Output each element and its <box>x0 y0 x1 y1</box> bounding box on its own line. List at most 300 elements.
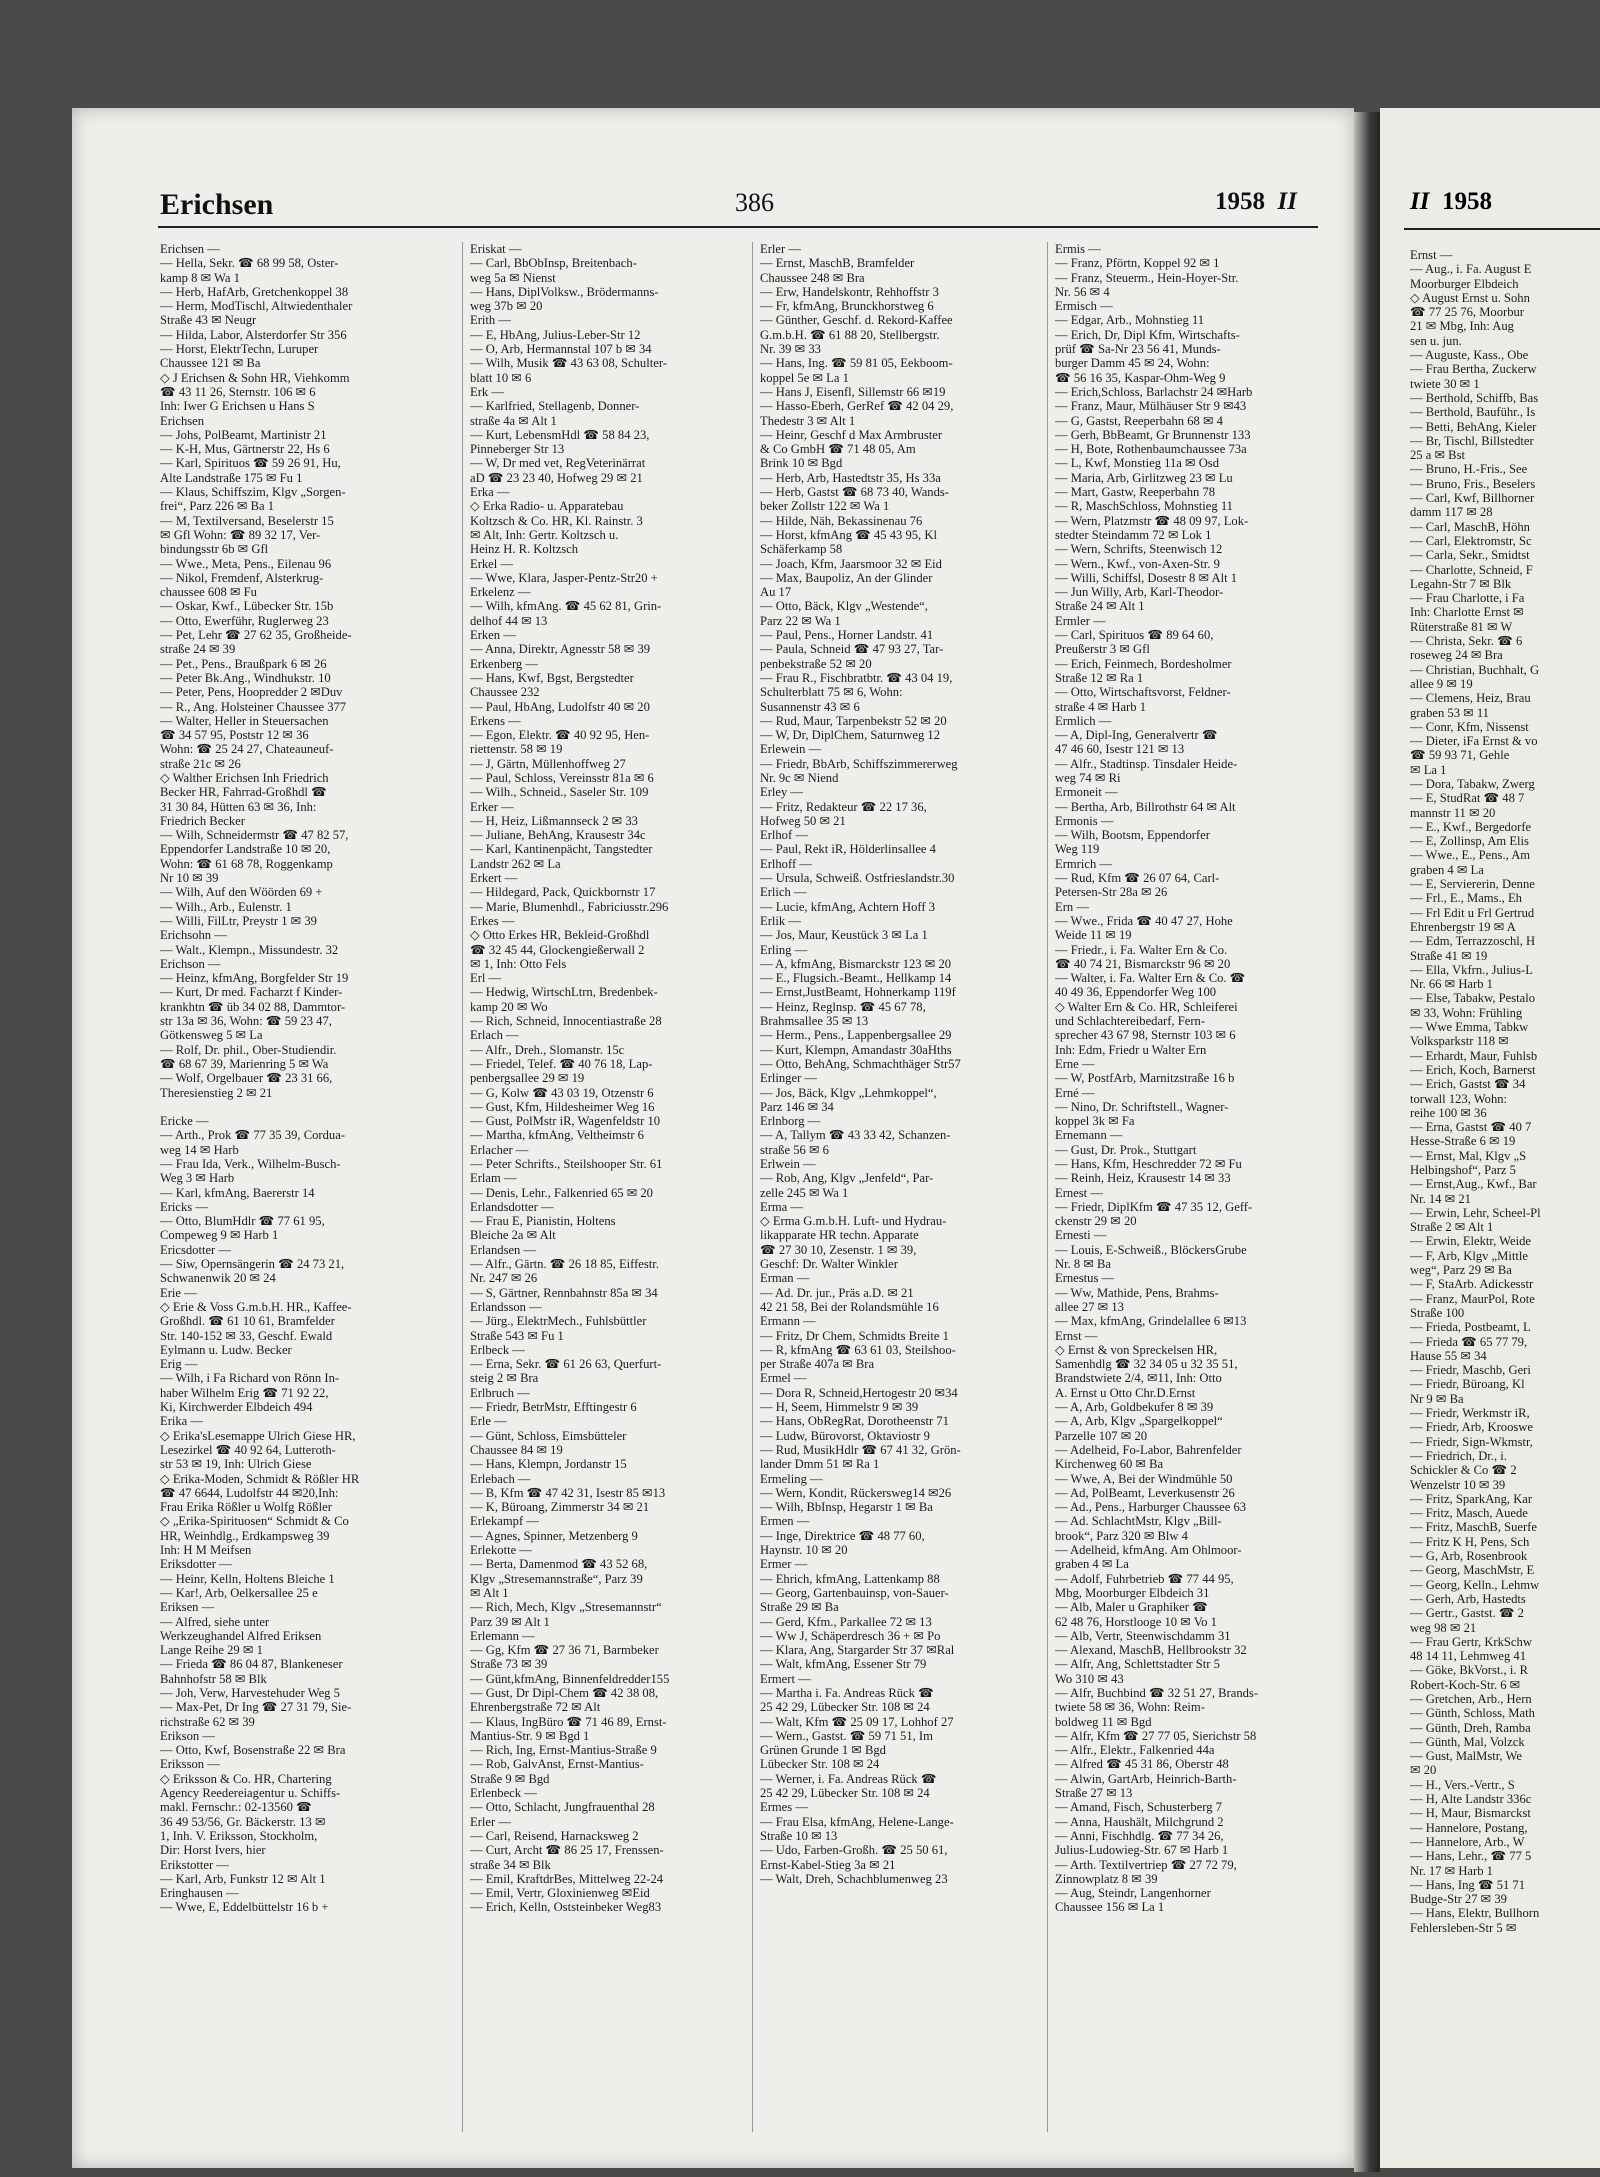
directory-entry-line: Erikson — <box>160 1728 215 1743</box>
directory-entry-line: — O, Arb, Hermannstal 107 b ✉ 34 <box>470 342 652 357</box>
directory-entry-line: — Hildegard, Pack, Quickbornstr 17 <box>470 885 656 900</box>
directory-entry-line: Schäferkamp 58 <box>760 542 843 557</box>
directory-entry-line: — Hasso-Eberh, GerRef ☎ 42 04 29, <box>760 399 954 414</box>
directory-entry-line: Legahn-Str 7 ✉ Blk <box>1410 576 1512 591</box>
directory-entry-line: ✉ Alt 1 <box>470 1585 509 1600</box>
directory-entry-line: — Aug., i. Fa. August E <box>1410 262 1532 277</box>
directory-entry-line: — Friedr, DiplKfm ☎ 47 35 12, Geff- <box>1055 1199 1253 1214</box>
directory-entry-line: — Ludw, Bürovorst, Oktaviostr 9 <box>760 1428 930 1443</box>
directory-entry-line: — Berthold, Schiffb, Bas <box>1410 390 1539 405</box>
directory-entry-line: Erlich — <box>760 885 807 900</box>
directory-entry-line: — Erw, Handelskontr, Rehhoffstr 3 <box>760 284 939 299</box>
directory-entry-line: straße 21c ✉ 26 <box>160 756 241 771</box>
directory-entry-line: — Gust, Dr. Prok., Stuttgart <box>1055 1142 1197 1157</box>
directory-entry-line: 31 30 84, Hütten 63 ✉ 36, Inh: <box>160 799 317 814</box>
directory-entry-line: — Gerh, Arb, Hastedts <box>1410 1591 1526 1606</box>
directory-entry-line: — Wilh, Bootsm, Eppendorfer <box>1055 828 1210 843</box>
directory-entry-line: Thedestr 3 ✉ Alt 1 <box>760 413 856 428</box>
directory-entry-line: — Ww, Mathide, Pens, Brahms- <box>1055 1285 1219 1300</box>
directory-entry-line: — Egon, Elektr. ☎ 40 92 95, Hen- <box>470 728 650 743</box>
directory-entry-line: — Georg, MaschMstr, E <box>1410 1563 1535 1578</box>
directory-entry-line: 25 42 29, Lübecker Str. 108 ✉ 24 <box>760 1786 930 1801</box>
directory-entry-line: — W, Dr, DiplChem, Saturnweg 12 <box>760 728 940 743</box>
directory-entry-line: makl. Fernschr.: 02-13560 ☎ <box>160 1800 312 1815</box>
directory-entry-line: Str. 140-152 ✉ 33, Geschf. Ewald <box>160 1328 333 1343</box>
directory-entry-line: Parz 22 ✉ Wa 1 <box>760 613 841 628</box>
directory-entry-line: Erka — <box>470 485 510 500</box>
directory-entry-line: Wohn: ☎ 61 68 78, Roggenkamp <box>160 856 333 871</box>
directory-entry-line: — Louis, E-Schweiß., BlöckersGrube <box>1055 1242 1247 1257</box>
directory-entry-line: — Frau Elsa, kfmAng, Helene-Lange- <box>760 1814 954 1829</box>
directory-entry-line: — Herm, ModTischl, Altwiedenthaler <box>160 299 353 314</box>
directory-entry-line: Moorburger Elbdeich <box>1410 276 1519 291</box>
directory-entry-line: — Adelheid, Fo-Labor, Bahrenfelder <box>1055 1442 1242 1457</box>
directory-entry-line: Ermis — <box>1055 242 1101 256</box>
directory-entry-line: Ernst-Kabel-Stieg 3a ✉ 21 <box>760 1857 896 1872</box>
directory-entry-line: straße 4 ✉ Harb 1 <box>1055 699 1146 714</box>
directory-entry-line: — Alfr., Gärtn. ☎ 26 18 85, Eiffestr. <box>470 1257 659 1272</box>
directory-entry-line: — Hans J, Eisenfl, Sillemstr 66 ✉19 <box>760 384 946 399</box>
directory-entry-line: Ehrenbergstr 19 ✉ A <box>1410 919 1516 934</box>
directory-entry-line: und Schlachtereibedarf, Fern- <box>1055 1014 1206 1029</box>
directory-entry-line: — Werner, i. Fa. Andreas Rück ☎ <box>760 1771 937 1786</box>
directory-entry-line: Fehlersleben-Str 5 ✉ <box>1410 1920 1517 1935</box>
directory-entry-line: — Ella, Vkfrn., Julius-L <box>1410 962 1533 977</box>
directory-entry-line: per Straße 407a ✉ Bra <box>760 1357 875 1372</box>
directory-entry-line: — Agnes, Spinner, Metzenberg 9 <box>470 1528 638 1543</box>
directory-entry-line: — Emil, Vertr, Gloxinienweg ✉Eid <box>470 1886 650 1901</box>
directory-entry-line: — S, Gärtner, Rennbahnstr 85a ✉ 34 <box>470 1285 658 1300</box>
directory-entry-line: — Curt, Archt ☎ 86 25 17, Frenssen- <box>470 1843 664 1858</box>
directory-entry-line: Erker — <box>470 799 514 814</box>
directory-entry-line: — Hans, Ing. ☎ 59 81 05, Eekboom- <box>760 356 953 371</box>
directory-entry-line: Nr. 8 ✉ Ba <box>1055 1257 1112 1272</box>
directory-entry-line: — Rud, Kfm ☎ 26 07 64, Carl- <box>1055 871 1220 886</box>
directory-entry-line: Chaussee 232 <box>470 685 540 700</box>
directory-entry-line: — Johs, PolBeamt, Martinistr 21 <box>160 427 327 442</box>
directory-entry-line: Hause 55 ✉ 34 <box>1410 1348 1487 1363</box>
directory-entry-line: ◇ Walter Ern & Co. HR, Schleiferei <box>1055 999 1238 1014</box>
directory-entry-line: — Friedr, Maschb, Geri <box>1410 1363 1531 1378</box>
directory-entry-line: — Anni, Fischhdlg. ☎ 77 34 26, <box>1055 1828 1224 1843</box>
directory-entry-line: — Friedr, BbArb, Schiffszimmererweg <box>760 756 958 771</box>
directory-entry-line: — Georg, Kelln., Lehmw <box>1410 1577 1540 1592</box>
directory-entry-line: — Dora, Tabakw, Zwerg <box>1410 776 1535 791</box>
directory-entry-line: — Erich, Feinmech, Bordesholmer <box>1055 656 1232 671</box>
directory-entry-line: — E, HbAng, Julius-Leber-Str 12 <box>470 327 641 342</box>
directory-entry-line: — M, Textilversand, Beselerstr 15 <box>160 513 334 528</box>
directory-entry-line: — Gerh, BbBeamt, Gr Brunnenstr 133 <box>1055 427 1251 442</box>
directory-entry-line: Frau Erika Rößler u Wolfg Rößler <box>160 1500 332 1515</box>
directory-entry-line: & Co GmbH ☎ 71 48 05, Am <box>760 442 916 457</box>
directory-entry-line: Erlekotte — <box>470 1543 532 1558</box>
directory-entry-line: — Paul, Pens., Horner Landstr. 41 <box>760 628 934 643</box>
directory-entry-line: — Alfr, Kfm ☎ 27 77 05, Sierichstr 58 <box>1055 1728 1257 1743</box>
directory-entry-line: 1, Inh. V. Eriksson, Stockholm, <box>160 1828 318 1843</box>
directory-column-2 <box>470 242 755 2142</box>
right-page-column <box>1410 248 1600 1935</box>
directory-entry-line: — Ernst,Aug., Kwf., Bar <box>1410 1177 1537 1192</box>
directory-entry-line: — Carl, Kwf, Billhorner <box>1410 491 1535 506</box>
directory-entry-line: — Alfred, siehe unter <box>160 1614 270 1629</box>
directory-entry-line: Ericsdotter — <box>160 1242 231 1257</box>
directory-entry-line: Nr 9 ✉ Ba <box>1410 1391 1464 1406</box>
directory-column-1 <box>160 242 445 2142</box>
directory-entry-line: Nr. 56 ✉ 4 <box>1055 284 1110 299</box>
directory-entry-line: Erle — <box>470 1414 507 1429</box>
directory-entry-line: Weg 3 ✉ Harb <box>160 1171 235 1186</box>
directory-entry-line: Erlam — <box>470 1171 517 1186</box>
right-header-rule <box>1404 228 1600 230</box>
directory-entry-line: Compeweg 9 ✉ Harb 1 <box>160 1228 279 1243</box>
directory-entry-line: Erlik — <box>760 913 801 928</box>
directory-entry-line: straße 4a ✉ Alt 1 <box>470 413 557 428</box>
directory-entry-line: sprecher 43 67 98, Sternstr 103 ✉ 6 <box>1055 1028 1236 1043</box>
directory-entry-line: — Otto, BehAng, Schmachthäger Str57 <box>760 1056 961 1071</box>
directory-entry-line: ✉ 1, Inh: Otto Fels <box>470 956 567 971</box>
directory-entry-line: 21 ✉ Mbg, Inh: Aug <box>1410 319 1514 334</box>
directory-entry-line: Erma — <box>760 1199 804 1214</box>
directory-entry-line: — E., Kwf., Bergedorfe <box>1410 819 1532 834</box>
directory-entry-line: — Erich,Schloss, Barlachstr 24 ✉Harb <box>1055 384 1253 399</box>
directory-entry-line: — Fritz, Redakteur ☎ 22 17 36, <box>760 799 927 814</box>
directory-entry-line: Ernestus — <box>1055 1271 1115 1286</box>
directory-entry-line: ◇ Otto Erkes HR, Bekleid-Großhdl <box>470 928 650 943</box>
directory-entry-line: Helbingshof“, Parz 5 <box>1410 1163 1516 1177</box>
directory-entry-line: — G, Gastst, Reeperbahn 68 ✉ 4 <box>1055 413 1223 428</box>
directory-entry-line: — Gust, MalMstr, We <box>1410 1749 1522 1764</box>
directory-entry-line: Erlenbeck — <box>470 1786 537 1801</box>
directory-entry-line: Erkert — <box>470 871 518 886</box>
directory-entry-line: — Carl, MaschB, Höhn <box>1410 519 1530 534</box>
directory-entry-line: Großhdl. ☎ 61 10 61, Bramfelder <box>160 1314 335 1329</box>
directory-entry-line: — Ernst,JustBeamt, Hohnerkamp 119f <box>760 985 956 1000</box>
directory-entry-line: — Berta, Damenmod ☎ 43 52 68, <box>470 1557 648 1572</box>
directory-entry-line: Inh: Charlotte Ernst ✉ <box>1410 605 1524 620</box>
directory-entry-line: — Ursula, Schweiß. Ostfrieslandstr.30 <box>760 871 955 886</box>
directory-entry-line: Erley — <box>760 785 804 800</box>
directory-entry-line: — Max, Baupoliz, An der Glinder <box>760 570 933 585</box>
directory-entry-line: ◇ Erma G.m.b.H. Luft- und Hydrau- <box>760 1214 947 1229</box>
directory-entry-line: — Fritz, Masch, Auede <box>1410 1506 1528 1521</box>
directory-entry-line: Straße 27 ✉ 13 <box>1055 1786 1133 1801</box>
directory-entry-line: graben 4 ✉ La <box>1410 862 1484 877</box>
directory-entry-line: — Christa, Sekr. ☎ 6 <box>1410 634 1523 649</box>
directory-entry-line: weg 98 ✉ 21 <box>1410 1620 1477 1635</box>
directory-entry-line: ☎ 43 11 26, Sternstr. 106 ✉ 6 <box>160 384 316 399</box>
directory-entry-line: — Frau Charlotte, i Fa <box>1410 591 1525 606</box>
directory-entry-line: — Martha, kfmAng, Veltheimstr 6 <box>470 1128 644 1143</box>
directory-entry-line: — Karl, Kantinenpächt, Tangstedter <box>470 842 653 857</box>
directory-entry-line: — Walt, Kfm ☎ 25 09 17, Lohhof 27 <box>760 1714 954 1729</box>
directory-entry-line: koppel 5e ✉ La 1 <box>760 370 849 385</box>
running-head-year <box>1215 188 1297 216</box>
directory-entry-line: — Erna, Sekr. ☎ 61 26 63, Querfurt- <box>470 1357 662 1372</box>
directory-entry-line: — Br, Tischl, Billstedter <box>1410 433 1534 448</box>
directory-entry-line: — Friedr, Werkmstr iR, <box>1410 1406 1530 1421</box>
directory-entry-line: Erlhof — <box>760 828 808 843</box>
directory-entry-line: — Jun Willy, Arb, Karl-Theodor- <box>1055 585 1224 600</box>
directory-entry-line: — Hella, Sekr. ☎ 68 99 58, Oster- <box>160 256 339 271</box>
directory-entry-line: Ernemann — <box>1055 1128 1123 1143</box>
directory-entry-line: — Alfr., Dreh., Slomanstr. 15c <box>470 1042 625 1057</box>
directory-entry-line: ✉ Alt, Inh: Gertr. Koltzsch u. <box>470 527 619 542</box>
directory-entry-line: — G, Kolw ☎ 43 03 19, Otzenstr 6 <box>470 1085 654 1100</box>
directory-entry-line: — Wwe., Frida ☎ 40 47 27, Hohe <box>1055 913 1233 928</box>
directory-entry-line: ◇ Erka Radio- u. Apparatebau <box>470 499 624 514</box>
directory-entry-line: straße 34 ✉ Blk <box>470 1857 551 1872</box>
directory-entry-line: — Dora R, Schneid,Hertogestr 20 ✉34 <box>760 1385 958 1400</box>
directory-entry-line: Erkes — <box>470 913 515 928</box>
directory-entry-line: ☎ 32 45 44, Glockengießerwall 2 <box>470 942 645 957</box>
directory-entry-line: — Berthold, Bauführ., Is <box>1410 405 1536 420</box>
directory-entry-line: — Horst, kfmAng ☎ 45 43 95, Kl <box>760 527 937 542</box>
directory-entry-line: — Hans, Elektr, Bullhorn <box>1410 1906 1540 1921</box>
directory-entry-line: Straße 29 ✉ Ba <box>760 1600 839 1615</box>
directory-entry-line: allee 27 ✉ 13 <box>1055 1299 1124 1314</box>
directory-entry-line: stedter Steindamm 72 ✉ Lok 1 <box>1055 527 1212 542</box>
directory-entry-line: Chaussee 121 ✉ Ba <box>160 356 261 371</box>
directory-entry-line: Bleiche 2a ✉ Alt <box>470 1228 556 1243</box>
directory-entry-line: — Erhardt, Maur, Fuhlsb <box>1410 1048 1538 1063</box>
directory-entry-line: Susannenstr 43 ✉ 6 <box>760 699 860 714</box>
directory-entry-line: — E, StudRat ☎ 48 7 <box>1410 791 1525 806</box>
directory-entry-line: — Kar!, Arb, Oelkersallee 25 e <box>160 1585 318 1600</box>
directory-entry-line: Parz 39 ✉ Alt 1 <box>470 1614 550 1629</box>
directory-entry-line: Straße 12 ✉ Ra 1 <box>1055 670 1144 685</box>
directory-entry-line: — Wilh., Schneid., Saseler Str. 109 <box>470 785 649 800</box>
directory-entry-line: Pinneberger Str 13 <box>470 442 565 457</box>
directory-entry-line: — J, Gärtn, Müllenhoffweg 27 <box>470 756 626 771</box>
directory-entry-line: — A, kfmAng, Bismarckstr 123 ✉ 20 <box>760 956 952 971</box>
directory-entry-line: lander Dmm 51 ✉ Ra 1 <box>760 1457 880 1472</box>
directory-entry-line: Straße 43 ✉ Neugr <box>160 313 257 328</box>
directory-entry-line: — Kurt, Klempn, Amandastr 30aHths <box>760 1042 952 1057</box>
directory-entry-line: Eriksen — <box>160 1600 215 1615</box>
directory-entry-line: — Carl, Reisend, Harnacksweg 2 <box>470 1828 639 1843</box>
directory-entry-line: A. Ernst u Otto Chr.D.Ernst <box>1055 1385 1196 1400</box>
directory-entry-line: Ericke — <box>160 1114 209 1129</box>
directory-entry-line: Eringhausen — <box>160 1886 239 1901</box>
directory-entry-line: — Klara, Ang, Stargarder Str 37 ✉Ral <box>760 1643 955 1658</box>
directory-entry-line: Ericks — <box>160 1199 208 1214</box>
directory-entry-line: Ermen — <box>760 1514 810 1529</box>
directory-entry-line: Erlbruch — <box>470 1385 530 1400</box>
directory-entry-line: Erlach — <box>470 1028 519 1043</box>
directory-entry-line: — R, MaschSchloss, Mohnstieg 11 <box>1055 499 1233 514</box>
directory-entry-line: — Alfr., Elektr., Falkenried 44a <box>1055 1743 1215 1758</box>
directory-entry-line: — Nikol, Fremdenf, Alsterkrug- <box>160 570 324 585</box>
directory-entry-line: Becker HR, Fahrrad-Großhdl ☎ <box>160 785 327 800</box>
directory-entry-line: — Hans, Kfm, Heschredder 72 ✉ Fu <box>1055 1157 1242 1171</box>
directory-entry-line: — Nino, Dr. Schriftstell., Wagner- <box>1055 1099 1229 1114</box>
directory-entry-line: Lange Reihe 29 ✉ 1 <box>160 1643 263 1658</box>
directory-entry-line: — A, Dipl-Ing, Generalvertr ☎ <box>1055 728 1218 743</box>
directory-entry-line: Grünen Grunde 1 ✉ Bgd <box>760 1743 886 1758</box>
directory-entry-line: Erie — <box>160 1285 197 1300</box>
directory-entry-line: — A, Tallym ☎ 43 33 42, Schanzen- <box>760 1128 951 1143</box>
directory-entry-line: — Wern, Kondit, Rückersweg14 ✉26 <box>760 1485 952 1500</box>
directory-entry-line: likapparate HR techn. Apparate <box>760 1228 919 1243</box>
directory-entry-line: — Betti, BehAng, Kieler <box>1410 419 1537 434</box>
directory-entry-line: — Max, kfmAng, Grindelallee 6 ✉13 <box>1055 1314 1247 1329</box>
directory-entry-line: Erlebach — <box>470 1471 531 1486</box>
directory-entry-line: Nr. 17 ✉ Harb 1 <box>1410 1863 1493 1878</box>
directory-entry-line: Ernesti — <box>1055 1228 1107 1243</box>
directory-entry-line: — Frl Edit u Frl Gertrud <box>1410 905 1535 920</box>
directory-entry-line: — Willi, Schiffsl, Dosestr 8 ✉ Alt 1 <box>1055 570 1238 585</box>
directory-entry-line: — Martha i. Fa. Andreas Rück ☎ <box>760 1685 934 1700</box>
directory-entry-line: — Heinr, Kelln, Holtens Bleiche 1 <box>160 1571 335 1586</box>
directory-entry-line: — Gg, Kfm ☎ 27 36 71, Barmbeker <box>470 1643 659 1658</box>
directory-entry-line: Erith — <box>470 313 511 328</box>
right-volume: II <box>1410 188 1430 215</box>
directory-entry-line: — Dieter, iFa Ernst & vo <box>1410 734 1538 749</box>
directory-entry-line: — Hannelore, Arb., W <box>1410 1834 1525 1849</box>
directory-entry-line: Wohn: ☎ 25 24 27, Chateauneuf- <box>160 742 334 757</box>
directory-entry-line: Chaussee 84 ✉ 19 <box>470 1442 563 1457</box>
directory-entry-line: koppel 3k ✉ Fa <box>1055 1114 1135 1129</box>
directory-entry-line: — Paul, Schloss, Vereinsstr 81a ✉ 6 <box>470 770 654 785</box>
directory-entry-line: str 53 ✉ 19, Inh: Ulrich Giese <box>160 1457 312 1472</box>
directory-entry-line: — Herm., Pens., Lappenbergsallee 29 <box>760 1028 952 1043</box>
directory-entry-line: — Otto, BlumHdlr ☎ 77 61 95, <box>160 1214 325 1229</box>
directory-entry-line: — H, Seem, Himmelstr 9 ✉ 39 <box>760 1400 919 1415</box>
directory-entry-line: — Otto, Wirtschaftsvorst, Feldner- <box>1055 685 1231 700</box>
directory-entry-line: — Alfred ☎ 45 31 86, Oberstr 48 <box>1055 1757 1229 1772</box>
directory-entry-line: — Ww J, Schäperdresch 36 + ✉ Po <box>760 1628 941 1643</box>
directory-entry-line: — Carl, Spirituos ☎ 89 64 60, <box>1055 628 1214 643</box>
directory-entry-line: — H., Vers.-Vertr., S <box>1410 1777 1515 1792</box>
directory-entry-line: — Frau Bertha, Zuckerw <box>1410 362 1537 377</box>
directory-entry-line: — Carla, Sekr., Smidtst <box>1410 548 1530 563</box>
directory-entry-line: Mbg, Moorburger Elbdeich 31 <box>1055 1585 1210 1600</box>
directory-entry-line: — Wwe., E., Pens., Am <box>1410 848 1531 863</box>
directory-entry-line: — E., Flugsich.-Beamt., Hellkamp 14 <box>760 971 952 986</box>
directory-entry-line: — Franz, Steuerm., Hein-Hoyer-Str. <box>1055 270 1239 285</box>
directory-entry-line: — Wilh, BbInsp, Hegarstr 1 ✉ Ba <box>760 1500 933 1515</box>
directory-entry-line: — Friedr., i. Fa. Walter Ern & Co. <box>1055 942 1228 957</box>
directory-entry-line: — Aug, Steindr, Langenhorner <box>1055 1886 1211 1901</box>
book-binding <box>1354 112 1380 2172</box>
directory-entry-line: — Denis, Lehr., Falkenried 65 ✉ 20 <box>470 1185 653 1200</box>
directory-entry-line: riettenstr. 58 ✉ 19 <box>470 742 563 757</box>
directory-entry-line: — Franz, MaurPol, Rote <box>1410 1291 1535 1306</box>
directory-entry-line: — Herb, Arb, Hastedtstr 35, Hs 33a <box>760 470 941 485</box>
directory-entry-line: — K, Büroang, Zimmerstr 34 ✉ 21 <box>470 1500 650 1515</box>
directory-entry-line: Erichsen — <box>160 242 220 256</box>
directory-entry-line: — Herb, Gastst ☎ 68 73 40, Wands- <box>760 485 949 500</box>
directory-entry-line: — Gertr., Gastst. ☎ 2 <box>1410 1606 1524 1621</box>
directory-entry-line: Erman — <box>760 1271 810 1286</box>
directory-entry-line: ☎ 56 16 35, Kaspar-Ohm-Weg 9 <box>1055 370 1226 385</box>
directory-entry-line: — Karl, Arb, Funkstr 12 ✉ Alt 1 <box>160 1871 326 1886</box>
directory-entry-line: Erkel — <box>470 556 514 571</box>
directory-entry-line: Erika — <box>160 1414 204 1429</box>
directory-entry-line: — Frieda, Postbeamt, L <box>1410 1320 1531 1335</box>
directory-entry-line: 42 21 58, Bei der Rolandsmühle 16 <box>760 1299 939 1314</box>
directory-entry-line: Ermeling — <box>760 1471 823 1486</box>
directory-entry-line: — Udo, Farben-Großh. ☎ 25 50 61, <box>760 1843 948 1858</box>
directory-entry-line: — Pet., Pens., Braußpark 6 ✉ 26 <box>160 656 327 671</box>
directory-entry-line: — Hans, Ing ☎ 51 71 <box>1410 1877 1526 1892</box>
directory-entry-line: Koltzsch & Co. HR, Kl. Rainstr. 3 <box>470 513 643 528</box>
directory-entry-line: — Frau R., Fischbratbtr. ☎ 43 04 19, <box>760 670 953 685</box>
directory-entry-line: — Wern., Gastst. ☎ 59 71 51, Im <box>760 1728 933 1743</box>
directory-entry-line: — Franz, Maur, Mülhäuser Str 9 ✉43 <box>1055 399 1247 414</box>
directory-entry-line: — Edm, Terrazzoschl, H <box>1410 934 1536 949</box>
directory-entry-line: — Alb, Maler u Graphiker ☎ <box>1055 1600 1208 1615</box>
directory-entry-line: — Wern, Platzmstr ☎ 48 09 97, Lok- <box>1055 513 1249 528</box>
directory-entry-line: Erlhoff — <box>760 856 812 871</box>
directory-entry-line: — F, StaArb. Adickesstr <box>1410 1277 1534 1292</box>
directory-column-4 <box>1055 242 1340 2142</box>
directory-entry-line: Ermrich — <box>1055 856 1113 871</box>
directory-entry-line: Erig — <box>160 1357 198 1372</box>
directory-entry-line: — Ehrich, kfmAng, Lattenkamp 88 <box>760 1571 940 1586</box>
directory-entry-line: — Emil, KraftdrBes, Mittelweg 22-24 <box>470 1871 664 1886</box>
directory-entry-line: — Klaus, Schiffszim, Klgv „Sorgen- <box>160 485 346 500</box>
directory-entry-line: — Erna, Gastst ☎ 40 7 <box>1410 1120 1532 1135</box>
directory-entry-line: — Amand, Fisch, Schusterberg 7 <box>1055 1800 1222 1815</box>
directory-entry-line: ☎ 47 6644, Ludolfstr 44 ✉20,Inh: <box>160 1485 339 1500</box>
directory-entry-line: Erlekampf — <box>470 1514 539 1529</box>
directory-entry-line: — R, kfmAng ☎ 63 61 03, Steilshoo- <box>760 1342 956 1357</box>
directory-entry-line: Nr. 66 ✉ Harb 1 <box>1410 977 1493 992</box>
directory-entry-line: — Oskar, Kwf., Lübecker Str. 15b <box>160 599 334 614</box>
directory-entry-line: mannstr 11 ✉ 20 <box>1410 805 1496 820</box>
directory-entry-line: Bahnhofstr 58 ✉ Blk <box>160 1671 267 1686</box>
directory-entry-line: — E, Serviererin, Denne <box>1410 877 1535 892</box>
directory-entry-line: Wo 310 ✉ 43 <box>1055 1671 1124 1686</box>
directory-entry-line: Ermert — <box>760 1671 811 1686</box>
directory-entry-line: — Horst, ElektrTechn, Luruper <box>160 342 319 357</box>
directory-entry-line: — Rob, GalvAnst, Ernst-Mantius- <box>470 1757 644 1772</box>
directory-entry-line: Eriskat — <box>470 242 522 256</box>
directory-entry-line: Volksparkstr 118 ✉ <box>1410 1034 1509 1049</box>
directory-entry-line: — Arth., Prok ☎ 77 35 39, Cordua- <box>160 1128 345 1143</box>
directory-entry-line: — Ernst, MaschB, Bramfelder <box>760 256 915 271</box>
directory-entry-line: — Friedrich, Dr., i. <box>1410 1448 1507 1463</box>
directory-entry-line: — Bertha, Arb, Billrothstr 64 ✉ Alt <box>1055 799 1236 814</box>
directory-entry-line: — Friedel, Telef. ☎ 40 76 18, Lap- <box>470 1056 653 1071</box>
directory-entry-line: — Hilde, Näh, Bekassinenau 76 <box>760 513 923 528</box>
directory-entry-line: Geschf: Dr. Walter Winkler <box>760 1257 898 1272</box>
directory-entry-line: haber Wilhelm Erig ☎ 71 92 22, <box>160 1385 329 1400</box>
directory-entry-line: 25 a ✉ Bst <box>1410 448 1465 463</box>
directory-entry-line: — Joach, Kfm, Jaarsmoor 32 ✉ Eid <box>760 556 942 571</box>
right-page-header <box>1410 188 1492 216</box>
directory-entry-line: — Wilh, i Fa Richard von Rönn In- <box>160 1371 340 1386</box>
directory-entry-line: weg“, Parz 29 ✉ Ba <box>1410 1263 1512 1278</box>
directory-entry-line: Budge-Str 27 ✉ 39 <box>1410 1892 1507 1907</box>
directory-entry-line: ☎ 59 93 71, Gehle <box>1410 748 1510 763</box>
directory-entry-line: twiete 58 ✉ 36, Wohn: Reim- <box>1055 1700 1205 1715</box>
directory-entry-line: — Wwe, A, Bei der Windmühle 50 <box>1055 1471 1233 1486</box>
directory-entry-line: — Kurt, Dr med. Facharzt f Kinder- <box>160 985 343 1000</box>
directory-entry-line: — Hans, Klempn, Jordanstr 15 <box>470 1457 627 1472</box>
directory-entry-line: Erichsen <box>160 413 205 428</box>
directory-entry-line: Landstr 262 ✉ La <box>470 856 561 871</box>
directory-entry-line: Chaussee 156 ✉ La 1 <box>1055 1900 1165 1915</box>
directory-entry-line: — Georg, Gartenbauinsp, von-Sauer- <box>760 1585 949 1600</box>
directory-entry-line: str 13a ✉ 36, Wohn: ☎ 59 23 47, <box>160 1014 332 1029</box>
directory-entry-line: — Ad. SchlachtMstr, Klgv „Bill- <box>1055 1514 1222 1529</box>
directory-entry-line: — Anna, Haushält, Milchgrund 2 <box>1055 1814 1224 1829</box>
directory-entry-line: — Rolf, Dr. phil., Ober-Studiendir. <box>160 1042 337 1057</box>
directory-entry-line: — H, Alte Landstr 336c <box>1410 1792 1532 1807</box>
right-page <box>1380 108 1600 2168</box>
